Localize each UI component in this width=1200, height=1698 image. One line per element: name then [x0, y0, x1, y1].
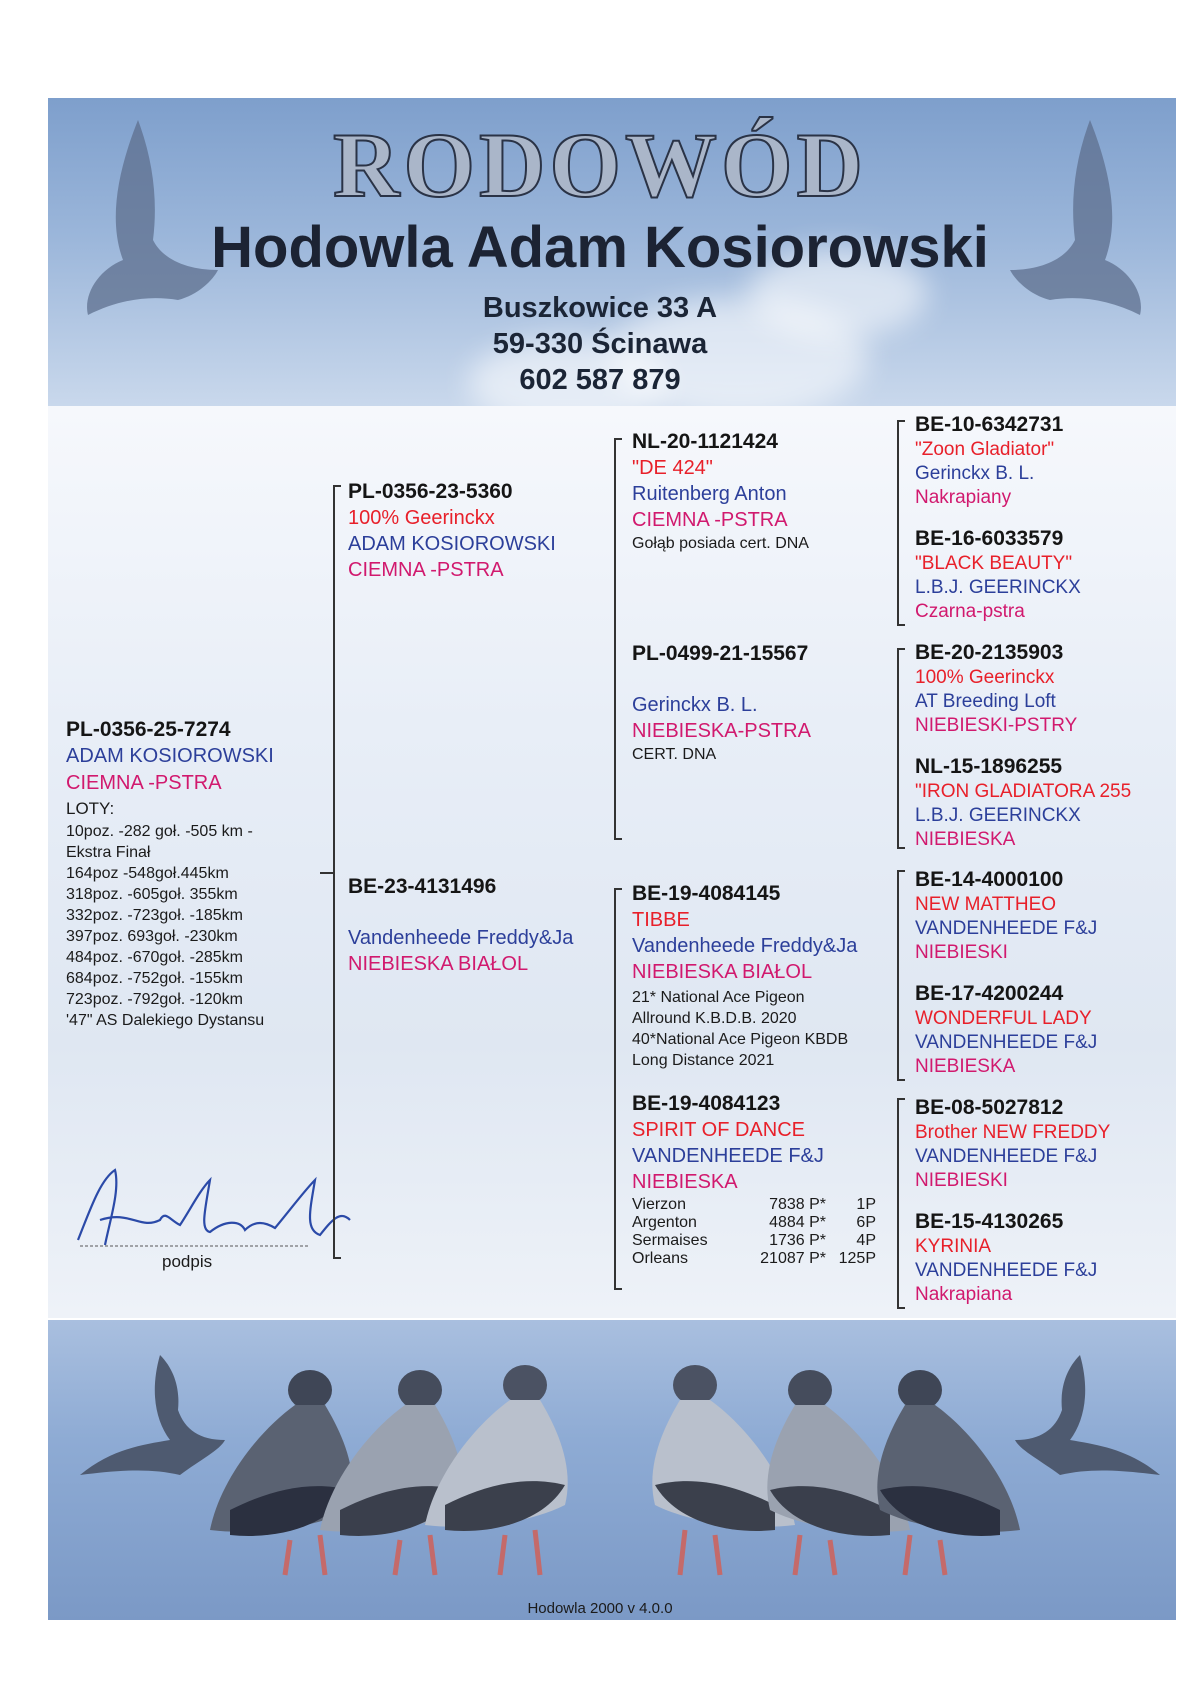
ancestor-ring: BE-10-6342731 [915, 413, 1064, 436]
race-results-table [630, 1196, 878, 1268]
ancestor-breeder: VANDENHEEDE F&J [915, 1146, 1098, 1167]
ancestor-color: Nakrapiana [915, 1284, 1013, 1305]
ancestor-block [915, 755, 1131, 851]
flight-entry: Ekstra Finał [66, 844, 151, 861]
ancestor-color: Czarna-pstra [915, 601, 1025, 622]
ancestor-breeder: AT Breeding Loft [915, 691, 1056, 712]
ancestor-ring: BE-16-6033579 [915, 527, 1064, 550]
ancestor-name: WONDERFUL LADY [915, 1008, 1092, 1029]
breeder-name: Hodowla Adam Kosiorowski [211, 215, 989, 280]
flights-label: LOTY: [66, 799, 115, 818]
ancestor-color: NIEBIESKI [915, 1170, 1008, 1191]
ancestor-name: "DE 424" [632, 457, 713, 479]
ancestor-color: NIEBIESKA-PSTRA [632, 720, 811, 742]
ancestor-ring: BE-20-2135903 [915, 641, 1064, 664]
race-birds: 7838 P* [769, 1196, 826, 1213]
flight-entry: 318poz. -605goł. 355km [66, 886, 238, 903]
signature-icon [70, 1150, 370, 1260]
subject-color: CIEMNA -PSTRA [66, 772, 222, 794]
ancestor-ring: NL-20-1121424 [632, 430, 778, 453]
ancestor-note: Long Distance 2021 [632, 1052, 775, 1069]
ancestor-block [915, 1210, 1097, 1306]
subject-ring: PL-0356-25-7274 [66, 718, 231, 741]
ancestor-name: SPIRIT OF DANCE [632, 1119, 805, 1141]
ancestor-block [632, 642, 811, 764]
ancestor-ring: BE-14-4000100 [915, 868, 1064, 891]
ancestor-block [915, 1096, 1110, 1192]
ancestor-color: NIEBIESKI [915, 942, 1008, 963]
phone-number: 602 587 879 [519, 364, 681, 396]
address-city: 59-330 Ścinawa [492, 328, 708, 360]
table-row [630, 1250, 878, 1268]
ancestor-ring: BE-17-4200244 [915, 982, 1064, 1005]
ancestor-color: Nakrapiany [915, 487, 1012, 508]
ancestor-ring: BE-19-4084145 [632, 882, 781, 905]
ancestor-name: "IRON GLADIATORA 255 [915, 781, 1132, 802]
ancestor-block [632, 1092, 878, 1268]
sire-ring: PL-0356-23-5360 [348, 480, 513, 503]
ancestor-notes [632, 987, 857, 1071]
race-name: Orleans [632, 1250, 689, 1267]
flight-entry: 684poz. -752goł. -155km [66, 970, 243, 987]
ancestor-breeder: L.B.J. GEERINCKX [915, 577, 1081, 598]
ancestor-color: CIEMNA -PSTRA [632, 509, 788, 531]
flight-entry: '47" AS Dalekiego Dystansu [66, 1012, 265, 1029]
software-footer: Hodowla 2000 v 4.0.0 [527, 1600, 673, 1617]
subject-block [66, 718, 274, 1031]
ancestor-ring: PL-0499-21-15567 [632, 642, 809, 665]
ancestor-color: NIEBIESKI-PSTRY [915, 715, 1078, 736]
ancestor-block [915, 982, 1097, 1078]
ancestor-note: CERT. DNA [632, 746, 717, 763]
ancestor-ring: NL-15-1896255 [915, 755, 1063, 778]
ancestor-name: Brother NEW FREDDY [915, 1122, 1111, 1143]
pigeon-icon [840, 1360, 1040, 1590]
ancestor-breeder: VANDENHEEDE F&J [915, 918, 1098, 939]
race-birds: 21087 P* [760, 1250, 826, 1267]
ancestor-name: TIBBE [632, 909, 690, 931]
address-street: Buszkowice 33 A [482, 292, 718, 324]
ancestor-breeder: Vandenheede Freddy&Ja [632, 935, 858, 957]
ancestor-breeder: L.B.J. GEERINCKX [915, 805, 1081, 826]
race-place: 1P [856, 1196, 876, 1213]
flight-entry: 10poz. -282 goł. -505 km - [66, 823, 253, 840]
sire-color: CIEMNA -PSTRA [348, 559, 504, 581]
ancestor-block [915, 868, 1097, 964]
race-place: 6P [856, 1214, 876, 1231]
ancestor-block [915, 527, 1081, 623]
dam-color: NIEBIESKA BIAŁOL [348, 953, 529, 975]
race-name: Sermaises [632, 1232, 708, 1249]
ancestor-ring: BE-15-4130265 [915, 1210, 1064, 1233]
ancestor-name: 100% Geerinckx [915, 667, 1055, 688]
table-row [630, 1196, 878, 1214]
flight-entry: 332poz. -723goł. -185km [66, 907, 243, 924]
table-row [630, 1214, 878, 1232]
race-name: Argenton [632, 1214, 697, 1231]
dam-ring: BE-23-4131496 [348, 875, 497, 898]
ancestor-name: "Zoon Gladiator" [915, 439, 1055, 460]
dam-breeder: Vandenheede Freddy&Ja [348, 927, 574, 949]
ancestor-color: NIEBIESKA [915, 1056, 1016, 1077]
signature-label: podpis [162, 1252, 213, 1271]
ancestor-breeder: VANDENHEEDE F&J [915, 1032, 1098, 1053]
flight-entry: 397poz. 693goł. -230km [66, 928, 238, 945]
race-place: 125P [838, 1250, 876, 1267]
ancestor-color: NIEBIESKA [632, 1171, 738, 1193]
race-birds: 4884 P* [769, 1214, 826, 1231]
ancestor-color: NIEBIESKA BIAŁOL [632, 961, 813, 983]
ancestor-name: "BLACK BEAUTY" [915, 553, 1073, 574]
ancestor-breeder: Ruitenberg Anton [632, 483, 787, 505]
ancestor-note: Gołąb posiada cert. DNA [632, 535, 809, 552]
sire-block [348, 480, 556, 582]
ancestor-note: Allround K.B.D.B. 2020 [632, 1010, 797, 1027]
ancestor-ring: BE-19-4084123 [632, 1092, 781, 1115]
ancestor-block [632, 882, 857, 1071]
flight-entry: 164poz -548goł.445km [66, 865, 229, 882]
race-place: 4P [856, 1232, 876, 1249]
race-birds: 1736 P* [769, 1232, 826, 1249]
dam-block [348, 875, 573, 976]
ancestor-name: KYRINIA [915, 1236, 992, 1257]
sire-breeder: ADAM KOSIOROWSKI [348, 533, 556, 555]
ancestor-ring: BE-08-5027812 [915, 1096, 1064, 1119]
flight-entry: 723poz. -792goł. -120km [66, 991, 243, 1008]
ancestor-breeder: Gerinckx B. L. [915, 463, 1035, 484]
ancestor-color: NIEBIESKA [915, 829, 1016, 850]
ancestor-breeder: VANDENHEEDE F&J [632, 1145, 824, 1167]
flights-list [66, 821, 274, 1031]
ancestor-note: 21* National Ace Pigeon [632, 989, 805, 1006]
ancestor-block [915, 641, 1077, 737]
ancestor-block [632, 430, 809, 553]
page-title: RODOWÓD [333, 114, 867, 216]
ancestor-breeder: VANDENHEEDE F&J [915, 1260, 1098, 1281]
ancestor-breeder: Gerinckx B. L. [632, 694, 758, 716]
flight-entry: 484poz. -670goł. -285km [66, 949, 243, 966]
subject-owner: ADAM KOSIOROWSKI [66, 745, 274, 767]
ancestor-note: 40*National Ace Pigeon KBDB [632, 1031, 849, 1048]
race-name: Vierzon [632, 1196, 686, 1213]
ancestor-block [915, 413, 1063, 509]
pigeon-icon [400, 1355, 600, 1590]
table-row [630, 1232, 878, 1250]
sire-name: 100% Geerinckx [348, 507, 495, 529]
ancestor-name: NEW MATTHEO [915, 894, 1057, 915]
